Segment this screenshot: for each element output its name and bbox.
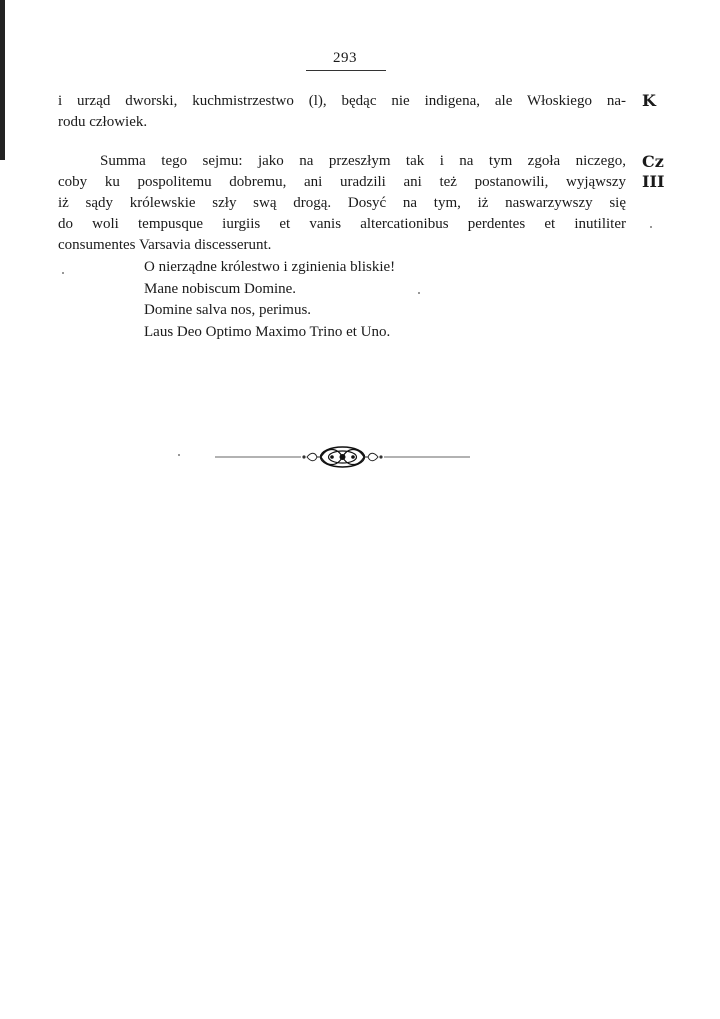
paragraph-line: coby ku pospolitemu dobremu, ani uradzili ani też postanowili, wyjąwszy (58, 174, 626, 190)
paragraph-line: do woli tempusque iurgiis et vanis altercationibus perdentes et inutiliter (58, 216, 626, 232)
marginal-note: K (642, 91, 656, 110)
marginal-note: Cz (642, 152, 664, 171)
verse-line: Domine salva nos, perimus. (144, 302, 312, 318)
paragraph-line: Summa tego sejmu: jako na przeszłym tak i na tym zgoła niczego, (100, 153, 626, 169)
paragraph-2 (58, 151, 626, 256)
page-number: 293 (333, 50, 357, 66)
verse-block (144, 257, 395, 343)
ornamental-divider (215, 444, 470, 470)
scan-speck (418, 292, 420, 294)
marginal-note: III (642, 172, 665, 191)
page-left-edge (0, 0, 5, 160)
scan-speck (650, 226, 652, 228)
paragraph-line: consumentes Varsavia discesserunt. (58, 237, 272, 253)
page-number-rule (306, 70, 386, 71)
verse-line: Mane nobiscum Domine. (144, 280, 297, 297)
scan-speck (178, 454, 180, 456)
verse-line: Laus Deo Optimo Maximo Trino et Uno. (144, 323, 391, 340)
paragraph-line: iż sądy królewskie szły swą drogą. Dosyć na tym, iż naswarzywszy się (58, 195, 626, 211)
paragraph-line: i urząd dworski, kuchmistrzestwo (l), będąc nie indigena, ale Włoskiego na- (58, 93, 626, 109)
paragraph-line: rodu człowiek. (58, 114, 148, 130)
scan-speck (62, 272, 64, 274)
paragraph-1 (58, 91, 626, 133)
verse-line: O nierządne królestwo i zginienia bliskie! (144, 259, 396, 275)
